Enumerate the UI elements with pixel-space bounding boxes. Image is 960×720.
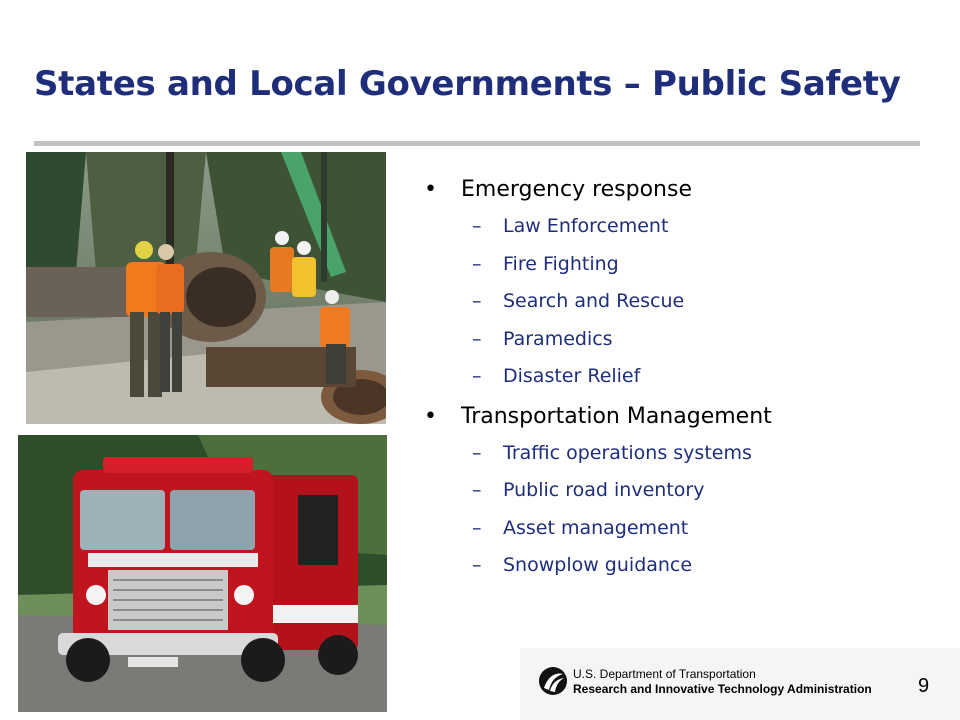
bullet-emergency-response: • Emergency response [424,172,944,208]
footer-agency: U.S. Department of Transportation [573,667,756,681]
list-item [424,246,944,284]
list-item [424,547,944,585]
workers-photo [26,152,386,424]
bullet-list [424,172,944,585]
list-item [424,435,944,473]
dash-marker: – [472,365,482,387]
list-item [424,510,944,548]
dash-marker: – [472,554,482,576]
title-divider [34,141,920,146]
bullet-transportation-management: • Transportation Management [424,399,944,435]
photo-fire-truck-icon [18,435,387,712]
fire-truck-photo [18,435,387,712]
dash-marker: – [472,252,482,275]
list-item [424,358,944,396]
sub-item-label: Fire Fighting [503,252,619,275]
page-number: 9 [918,675,930,697]
footer-administration: Research and Innovative Technology Administration [573,682,872,696]
dash-marker: – [472,215,482,237]
list-item [424,472,944,510]
sub-item-label: Traffic operations systems [503,441,752,464]
photo-workers-icon [26,152,386,424]
slide-title: States and Local Governments – Public Safety [34,64,901,104]
dash-marker: – [472,441,482,464]
sub-item-label: Public road inventory [503,479,705,501]
dash-marker: – [472,290,482,312]
sub-item-label: Search and Rescue [503,290,685,312]
list-item [424,283,944,321]
sub-item-label: Law Enforcement [503,215,669,237]
sub-item-label: Asset management [503,516,689,539]
dash-marker: – [472,479,482,501]
sub-item-label: Snowplow guidance [503,554,693,576]
sub-item-label: Disaster Relief [503,365,641,387]
dash-marker: – [472,516,482,539]
dash-marker: – [472,327,482,350]
sub-item-label: Paramedics [503,327,613,350]
list-item [424,208,944,246]
list-item [424,321,944,359]
dot-logo-icon [538,666,568,696]
